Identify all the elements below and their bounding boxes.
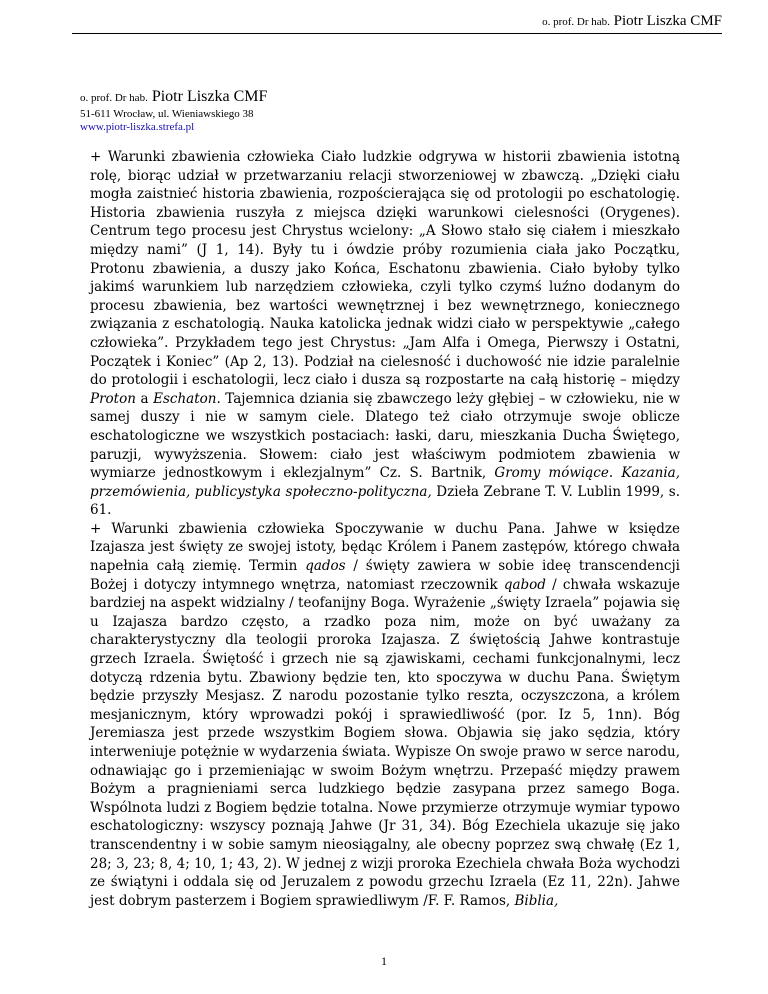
header-title-prefix: o. prof. Dr hab. [542,16,610,28]
p2-text-1: + Warunki zbawienia człowieka Spoczywanie w duchu Pana. Jahwe w księdze Izajasza jest święty ze swojej istoty, będąc Królem i Panem zastępów, którego chwała napełnia całą ziemię. Termin [90,520,680,575]
p1-italic-2: Eschaton [153,390,217,407]
paragraph-2 [90,520,680,910]
header-author-name: Piotr Liszka CMF [613,13,722,29]
author-name: Piotr Liszka CMF [151,88,268,105]
p2-text-3: / chwała wskazuje bardziej na aspekt widzialny / teofanijny Boga. Wyrażenie „święty Izraela” pojawia się u Izajasza bardzo często, a rzadko poza nim, może on być uważany za charakterystyczny dla teologii proroka Izajasza. Z świętością Jahwe kontrastuje grzech Izraela. Świętość i grzech nie są zjawiskami, cechami funkcjonalnymi, lecz dotyczą rdzenia bytu. Zbawiony będzie ten, kto spoczywa w duchu Pana. Świętym będzie przyszły Mesjasz. Z narodu pozostanie tylko reszta, oczyszczona, a królem mesjanicznym, który wprowadzi pokój i sprawiedliwość (por. Iz 5, 1nn). Bóg Jeremiasza jest przede wszystkim Bogiem słowa. Objawia się jako sędzia, który interweniuje potężnie w wydarzenia świata. Wypisze On swoje prawo w serce narodu, odnawiając go i przemieniając w swoim Bożym wnętrzu. Przepaść między prawem Bożym a pragnieniami serca ludzkiego będzie zasypana przez samego Boga. Wspólnota ludzi z Bogiem będzie totalna. Nowe przymierze otrzymuje wymiar typowo eschatologiczny: wszyscy poznają Jahwe (Jr 31, 34). Bóg Ezechiela ukazuje się jako transcendentny i w sobie samym nieosiągalny, ale obecny poprzez swą chwałę (Ez 1, 28; 3, 23; 8, 4; 10, 1; 43, 2). W jednej z wizji proroka Ezechiela chwała Boża wychodzi ze świątyni i oddala się od Jeruzalem z powodu grzechu Izraela (Ez 11, 22n). Jahwe jest dobrym pasterzem i Bogiem sprawiedliwym /F. F. Ramos, [90,576,680,909]
p1-text-1: + Warunki zbawienia człowieka Ciało ludzkie odgrywa w historii zbawienia istotną rolę, biorąc udział w przetwarzaniu relacji stworzeniowej w zbawczą. „Dzięki ciału mogła zaistnieć historia zbawienia, rozpościerająca się od protologii po eschatologię. Historia zbawienia ruszyła z miejsca dzięki warunkowi cielesności (Orygenes). Centrum tego procesu jest Chrystus wcielony: „A Słowo stało się ciałem i mieszkało między nami” (J 1, 14). Były tu i ówdzie próby rozumienia ciała jako Początku, Protonu zbawienia, a duszy jako Końca, Eschatonu zbawienia. Ciało byłoby tylko jakimś warunkiem lub narzędziem człowieka, czyli tylko czymś luźno dodanym do procesu zbawienia, bez wartości wewnętrznej i bez wewnętrznego, koniecznego związania z eschatologią. Nauka katolicka jednak widzi ciało w perspektywie „całego człowieka”. Przykładem tego jest Chrystus: „Jam Alfa i Omega, Pierwszy i Ostatni, Początek i Koniec” (Ap 2, 13). Podział na cielesność i duchowość nie idzie paralelnie do protologii i eschatologii, lecz ciało i dusza są rozpostarte na całą historię – między [90,149,680,389]
p1-italic-3: Gromy mówiące. Kazania, przemówienia, publicystyka społeczno-polityczna, [90,465,680,500]
p1-text-3: . Tajemnica dziania się zbawczego leży głębiej – w człowieku, nie w samej duszy i nie w samym ciele. Dlatego też ciało otrzymuje swoje oblicze eschatologiczne we wszystkich postaciach: łaski, daru, mieszkania Ducha Świętego, paruzji, wywyższenia. Słowem: ciało jest właściwym podmiotem zbawienia w wymiarze jednostkowym i eklezjalnym” Cz. S. Bartnik, [90,390,681,482]
author-title-prefix: o. prof. Dr hab. [80,92,148,104]
author-address: 51-611 Wrocław, ul. Wieniawskiego 38 [80,108,254,120]
p2-text-2: / święty zawiera w sobie ideę transcendencji Bożej i dotyczy intymnego wnętrza, natomiast rzeczownik [90,558,680,593]
paragraph-1 [90,148,680,520]
author-website-link[interactable]: www.piotr-liszka.strefa.pl [80,121,195,133]
page-number: 1 [381,954,387,968]
author-line [80,87,708,108]
document-body [90,148,680,910]
p1-italic-1: Proton [90,390,136,407]
p2-italic-2: qabod [503,576,546,593]
p1-text-4: Dzieła Zebrane T. V. Lublin 1999, s. 61. [90,483,680,519]
author-block [80,87,708,134]
running-header [72,13,722,34]
p2-italic-1: qados [305,558,346,575]
p1-text-2: a [135,390,154,407]
p2-italic-3: Biblia, [514,892,559,909]
